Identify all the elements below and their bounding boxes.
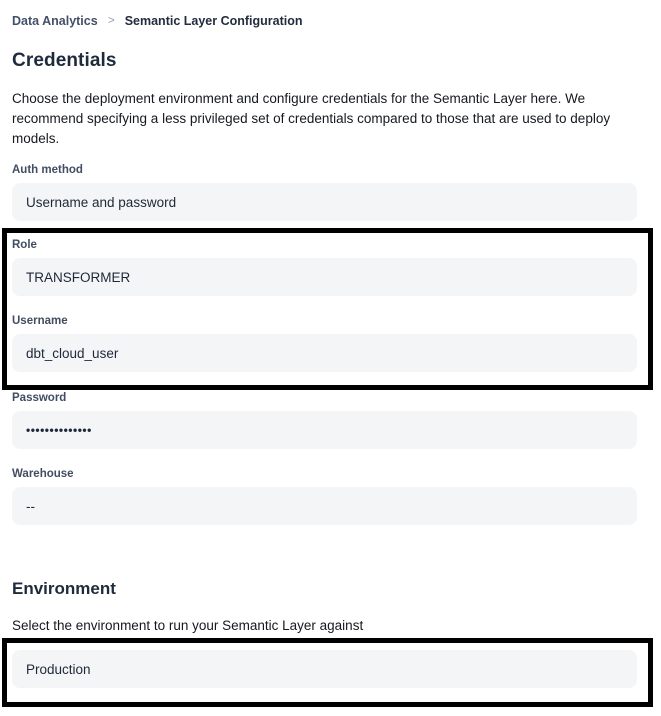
warehouse-input[interactable] — [12, 487, 637, 525]
breadcrumb-link-data-analytics[interactable]: Data Analytics — [12, 14, 98, 28]
environment-field — [12, 650, 637, 688]
environment-heading: Environment — [12, 579, 116, 598]
password-field — [12, 392, 637, 449]
username-field — [12, 315, 637, 372]
auth-method-label: Auth method — [12, 164, 83, 176]
role-input[interactable] — [12, 258, 637, 296]
annotation-box-role-username — [2, 228, 653, 390]
annotation-box-environment — [2, 638, 653, 707]
username-input[interactable] — [12, 334, 637, 372]
credentials-heading: Credentials — [12, 50, 117, 71]
auth-method-input[interactable] — [12, 183, 637, 221]
breadcrumb — [12, 14, 637, 28]
credentials-description: Choose the deployment environment and configure credentials for the Semantic Layer here. We recommend specifying a less privileged set of credentials compared to those that are used to deploy models. — [12, 91, 611, 146]
role-field — [12, 239, 637, 296]
section-divider-space — [12, 544, 637, 579]
breadcrumb-current-page: Semantic Layer Configuration — [124, 14, 303, 28]
chevron-right-icon: > — [107, 13, 115, 27]
password-input[interactable] — [12, 411, 637, 449]
username-label: Username — [12, 315, 68, 327]
auth-method-field — [12, 164, 637, 221]
role-label: Role — [12, 239, 37, 251]
environment-select[interactable] — [12, 650, 637, 688]
warehouse-label: Warehouse — [12, 468, 74, 480]
warehouse-field — [12, 468, 637, 525]
password-label: Password — [12, 392, 67, 404]
environment-description: Select the environment to run your Semantic Layer against — [12, 618, 364, 633]
